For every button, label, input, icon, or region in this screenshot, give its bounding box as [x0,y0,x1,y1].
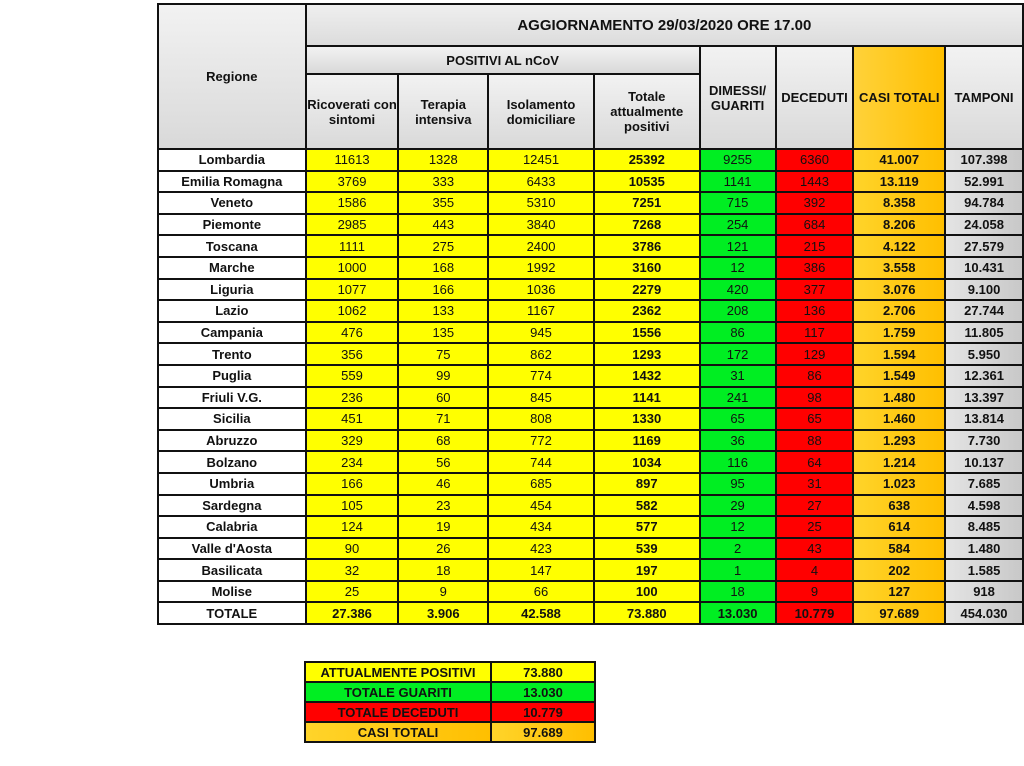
cell-totale-positivi: 25392 [594,149,700,171]
cell-deceduti: 65 [776,408,854,430]
cell-tamponi: 454.030 [945,602,1023,624]
cell-tamponi: 5.950 [945,343,1023,365]
cell-ricoverati: 234 [306,451,399,473]
cell-terapia: 99 [398,365,488,387]
cell-isolamento: 774 [488,365,594,387]
cell-totale-positivi: 582 [594,495,700,517]
cell-tamponi: 12.361 [945,365,1023,387]
cell-casi-totali: 97.689 [853,602,945,624]
cell-dimessi: 420 [700,279,776,301]
cell-terapia: 275 [398,235,488,257]
cell-terapia: 68 [398,430,488,452]
cell-deceduti: 9 [776,581,854,603]
cell-regione: Emilia Romagna [158,171,306,193]
table-row [158,408,1023,430]
cell-regione: Valle d'Aosta [158,538,306,560]
header-deceduti: DECEDUTI [776,46,854,149]
table-row [158,365,1023,387]
cell-isolamento: 808 [488,408,594,430]
cell-regione: Marche [158,257,306,279]
cell-totale-positivi: 10535 [594,171,700,193]
cell-casi-totali: 1.460 [853,408,945,430]
cell-isolamento: 454 [488,495,594,517]
cell-ricoverati: 356 [306,343,399,365]
cell-ricoverati: 32 [306,559,399,581]
cell-casi-totali: 13.119 [853,171,945,193]
cell-ricoverati: 1062 [306,300,399,322]
cell-terapia: 46 [398,473,488,495]
header-casi-totali: CASI TOTALI [853,46,945,149]
cell-regione: Bolzano [158,451,306,473]
cell-tamponi: 10.431 [945,257,1023,279]
cell-tamponi: 107.398 [945,149,1023,171]
cell-dimessi: 715 [700,192,776,214]
table-row [158,473,1023,495]
table-row [158,495,1023,517]
cell-casi-totali: 638 [853,495,945,517]
cell-terapia: 60 [398,387,488,409]
cell-tamponi: 10.137 [945,451,1023,473]
cell-regione: Sicilia [158,408,306,430]
cell-casi-totali: 3.076 [853,279,945,301]
cell-ricoverati: 25 [306,581,399,603]
table-row [158,538,1023,560]
cell-deceduti: 10.779 [776,602,854,624]
cell-deceduti: 86 [776,365,854,387]
table-row [158,214,1023,236]
cell-ricoverati: 451 [306,408,399,430]
cell-dimessi: 18 [700,581,776,603]
summary-value: 13.030 [491,682,595,702]
cell-ricoverati: 166 [306,473,399,495]
cell-regione: Campania [158,322,306,344]
cell-dimessi: 254 [700,214,776,236]
cell-regione: Piemonte [158,214,306,236]
cell-totale-positivi: 73.880 [594,602,700,624]
cell-isolamento: 772 [488,430,594,452]
cell-dimessi: 29 [700,495,776,517]
summary-body [305,662,595,742]
cell-terapia: 9 [398,581,488,603]
cell-dimessi: 1141 [700,171,776,193]
cell-isolamento: 862 [488,343,594,365]
cell-totale-positivi: 2279 [594,279,700,301]
cell-dimessi: 121 [700,235,776,257]
cell-regione: Liguria [158,279,306,301]
cell-regione: Toscana [158,235,306,257]
table-row [158,387,1023,409]
cell-isolamento: 6433 [488,171,594,193]
cell-isolamento: 42.588 [488,602,594,624]
summary-value: 10.779 [491,702,595,722]
cell-dimessi: 172 [700,343,776,365]
cell-deceduti: 129 [776,343,854,365]
cell-regione: TOTALE [158,602,306,624]
cell-casi-totali: 1.759 [853,322,945,344]
cell-deceduti: 215 [776,235,854,257]
cell-isolamento: 147 [488,559,594,581]
header-isolamento: Isolamento domiciliare [488,74,594,149]
cell-dimessi: 1 [700,559,776,581]
cell-totale-positivi: 539 [594,538,700,560]
cell-isolamento: 1992 [488,257,594,279]
cell-isolamento: 434 [488,516,594,538]
cell-totale-positivi: 2362 [594,300,700,322]
cell-deceduti: 4 [776,559,854,581]
cell-casi-totali: 41.007 [853,149,945,171]
cell-totale-positivi: 100 [594,581,700,603]
cell-totale-positivi: 1556 [594,322,700,344]
header-totale-positivi: Totale attualmente positivi [594,74,700,149]
cell-dimessi: 13.030 [700,602,776,624]
cell-deceduti: 25 [776,516,854,538]
cell-dimessi: 208 [700,300,776,322]
table-row [158,171,1023,193]
cell-totale-positivi: 1169 [594,430,700,452]
cell-regione: Puglia [158,365,306,387]
cell-isolamento: 423 [488,538,594,560]
cell-terapia: 3.906 [398,602,488,624]
cell-tamponi: 11.805 [945,322,1023,344]
cell-casi-totali: 3.558 [853,257,945,279]
summary-row [305,722,595,742]
table-title: AGGIORNAMENTO 29/03/2020 ORE 17.00 [306,4,1023,46]
cell-isolamento: 845 [488,387,594,409]
cell-tamponi: 24.058 [945,214,1023,236]
cell-ricoverati: 124 [306,516,399,538]
cell-dimessi: 12 [700,516,776,538]
cell-dimessi: 116 [700,451,776,473]
cell-casi-totali: 8.206 [853,214,945,236]
table-row [158,451,1023,473]
cell-ricoverati: 11613 [306,149,399,171]
cell-regione: Molise [158,581,306,603]
cell-dimessi: 2 [700,538,776,560]
cell-terapia: 26 [398,538,488,560]
cell-deceduti: 386 [776,257,854,279]
summary-row [305,662,595,682]
table-row [158,343,1023,365]
table-row [158,192,1023,214]
cell-casi-totali: 2.706 [853,300,945,322]
summary-label: CASI TOTALI [305,722,491,742]
cell-dimessi: 12 [700,257,776,279]
cell-terapia: 166 [398,279,488,301]
cell-dimessi: 95 [700,473,776,495]
cell-tamponi: 27.744 [945,300,1023,322]
cell-tamponi: 27.579 [945,235,1023,257]
cell-ricoverati: 1077 [306,279,399,301]
table-row [158,279,1023,301]
cell-totale-positivi: 1330 [594,408,700,430]
cell-totale-positivi: 1034 [594,451,700,473]
cell-dimessi: 36 [700,430,776,452]
cell-deceduti: 88 [776,430,854,452]
cell-tamponi: 9.100 [945,279,1023,301]
cell-ricoverati: 2985 [306,214,399,236]
cell-tamponi: 13.397 [945,387,1023,409]
cell-terapia: 133 [398,300,488,322]
cell-dimessi: 9255 [700,149,776,171]
cell-terapia: 18 [398,559,488,581]
cell-terapia: 75 [398,343,488,365]
cell-regione: Abruzzo [158,430,306,452]
table-row [158,235,1023,257]
cell-totale-positivi: 1141 [594,387,700,409]
covid-regions-table [157,3,1024,625]
cell-isolamento: 1167 [488,300,594,322]
cell-tamponi: 94.784 [945,192,1023,214]
table-row [158,322,1023,344]
cell-ricoverati: 3769 [306,171,399,193]
cell-ricoverati: 559 [306,365,399,387]
table-row [158,149,1023,171]
cell-deceduti: 117 [776,322,854,344]
cell-dimessi: 241 [700,387,776,409]
cell-isolamento: 66 [488,581,594,603]
cell-totale-positivi: 897 [594,473,700,495]
cell-totale-positivi: 1432 [594,365,700,387]
table-row [158,581,1023,603]
cell-regione: Friuli V.G. [158,387,306,409]
cell-casi-totali: 584 [853,538,945,560]
cell-ricoverati: 90 [306,538,399,560]
table-row [158,430,1023,452]
cell-regione: Lombardia [158,149,306,171]
cell-casi-totali: 1.023 [853,473,945,495]
cell-ricoverati: 236 [306,387,399,409]
table-body [158,149,1023,624]
summary-table [304,661,596,743]
cell-regione: Calabria [158,516,306,538]
cell-deceduti: 64 [776,451,854,473]
cell-deceduti: 136 [776,300,854,322]
cell-tamponi: 4.598 [945,495,1023,517]
cell-regione: Basilicata [158,559,306,581]
cell-tamponi: 13.814 [945,408,1023,430]
cell-casi-totali: 4.122 [853,235,945,257]
cell-isolamento: 12451 [488,149,594,171]
cell-deceduti: 31 [776,473,854,495]
cell-totale-positivi: 1293 [594,343,700,365]
cell-isolamento: 685 [488,473,594,495]
cell-terapia: 71 [398,408,488,430]
cell-ricoverati: 476 [306,322,399,344]
cell-casi-totali: 202 [853,559,945,581]
cell-terapia: 1328 [398,149,488,171]
summary-label: ATTUALMENTE POSITIVI [305,662,491,682]
header-positivi-group: POSITIVI AL nCoV [306,46,700,74]
cell-regione: Trento [158,343,306,365]
summary-row [305,682,595,702]
cell-terapia: 333 [398,171,488,193]
header-regione: Regione [158,4,306,149]
cell-ricoverati: 1000 [306,257,399,279]
cell-totale-positivi: 7251 [594,192,700,214]
header-ricoverati: Ricoverati con sintomi [306,74,399,149]
cell-deceduti: 377 [776,279,854,301]
cell-regione: Veneto [158,192,306,214]
cell-deceduti: 6360 [776,149,854,171]
cell-casi-totali: 1.549 [853,365,945,387]
table-row [158,300,1023,322]
cell-isolamento: 3840 [488,214,594,236]
cell-terapia: 355 [398,192,488,214]
summary-row [305,702,595,722]
table-row [158,559,1023,581]
cell-terapia: 56 [398,451,488,473]
cell-tamponi: 7.685 [945,473,1023,495]
cell-terapia: 443 [398,214,488,236]
header-tamponi: TAMPONI [945,46,1023,149]
cell-ricoverati: 329 [306,430,399,452]
cell-isolamento: 1036 [488,279,594,301]
cell-totale-positivi: 3786 [594,235,700,257]
summary-label: TOTALE GUARITI [305,682,491,702]
cell-casi-totali: 1.293 [853,430,945,452]
cell-regione: Sardegna [158,495,306,517]
table-row [158,516,1023,538]
cell-isolamento: 744 [488,451,594,473]
cell-ricoverati: 105 [306,495,399,517]
cell-deceduti: 27 [776,495,854,517]
cell-ricoverati: 1586 [306,192,399,214]
summary-label: TOTALE DECEDUTI [305,702,491,722]
cell-tamponi: 1.480 [945,538,1023,560]
cell-regione: Lazio [158,300,306,322]
cell-casi-totali: 1.214 [853,451,945,473]
cell-casi-totali: 8.358 [853,192,945,214]
cell-tamponi: 1.585 [945,559,1023,581]
cell-totale-positivi: 577 [594,516,700,538]
cell-casi-totali: 127 [853,581,945,603]
cell-dimessi: 86 [700,322,776,344]
cell-terapia: 19 [398,516,488,538]
cell-regione: Umbria [158,473,306,495]
cell-casi-totali: 614 [853,516,945,538]
cell-tamponi: 8.485 [945,516,1023,538]
summary-value: 73.880 [491,662,595,682]
cell-terapia: 168 [398,257,488,279]
cell-totale-positivi: 197 [594,559,700,581]
total-row [158,602,1023,624]
cell-casi-totali: 1.480 [853,387,945,409]
cell-isolamento: 945 [488,322,594,344]
cell-isolamento: 5310 [488,192,594,214]
header-terapia: Terapia intensiva [398,74,488,149]
cell-isolamento: 2400 [488,235,594,257]
header-dimessi: DIMESSI/ GUARITI [700,46,776,149]
cell-dimessi: 65 [700,408,776,430]
summary-value: 97.689 [491,722,595,742]
cell-deceduti: 43 [776,538,854,560]
cell-dimessi: 31 [700,365,776,387]
cell-totale-positivi: 7268 [594,214,700,236]
cell-terapia: 135 [398,322,488,344]
table-row [158,257,1023,279]
cell-deceduti: 392 [776,192,854,214]
cell-deceduti: 1443 [776,171,854,193]
cell-tamponi: 7.730 [945,430,1023,452]
cell-ricoverati: 1111 [306,235,399,257]
cell-ricoverati: 27.386 [306,602,399,624]
cell-terapia: 23 [398,495,488,517]
cell-casi-totali: 1.594 [853,343,945,365]
cell-tamponi: 52.991 [945,171,1023,193]
cell-deceduti: 98 [776,387,854,409]
cell-tamponi: 918 [945,581,1023,603]
cell-deceduti: 684 [776,214,854,236]
cell-totale-positivi: 3160 [594,257,700,279]
